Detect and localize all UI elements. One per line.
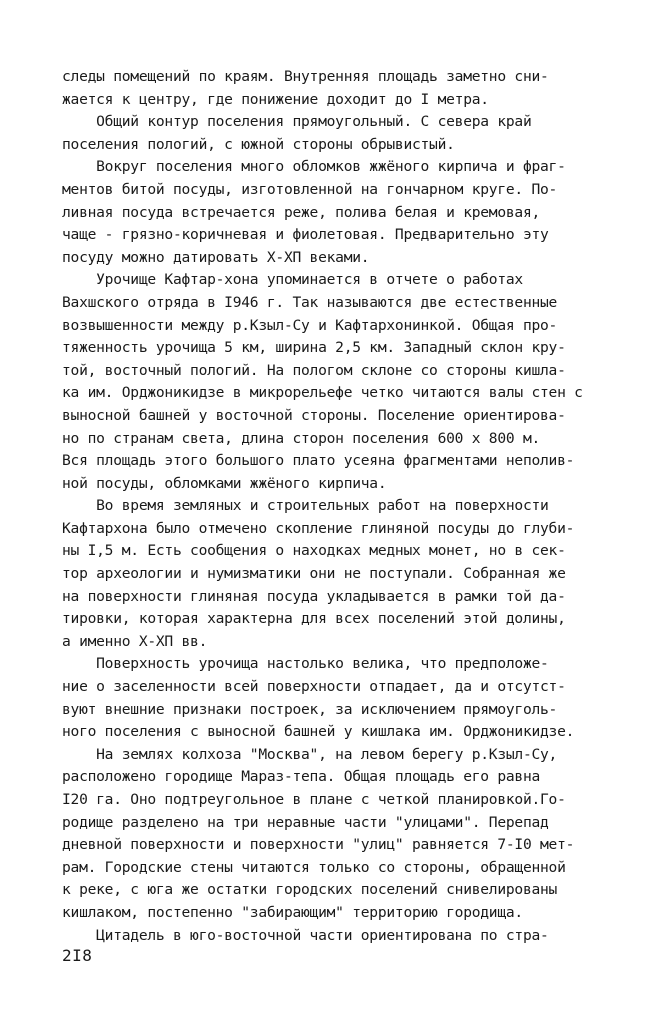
text-line: кишлаком, постепенно "забирающим" территорию городища. <box>62 903 523 921</box>
text-line: I20 га. Оно подтреугольное в плане с четкой планировкой.Го- <box>62 791 566 808</box>
text-line: ного поселения с выносной башней у кишлака им. Орджоникидзе. <box>62 723 575 741</box>
text-line: чаще - грязно-коричневая и фиолетовая. Предварительно эту <box>62 226 549 244</box>
text-line: дневной поверхности и поверхности "улиц" равняется 7-I0 мет- <box>62 836 575 854</box>
text-line: Во время земляных и строительных работ на поверхности <box>62 497 549 515</box>
text-line: ние о заселенности всей поверхности отпадает, да и отсутст- <box>62 678 566 696</box>
text-line: но по странам света, длина сторон поселения 600 х 800 м. <box>62 429 541 447</box>
body-text <box>62 66 622 947</box>
text-line: тор археологии и нумизматики они не поступали. Собранная же <box>62 565 566 583</box>
text-line: а именно X-XП вв. <box>62 632 208 650</box>
text-line: посуду можно датировать X-XП веками. <box>62 248 370 266</box>
page-number: 2I8 <box>62 946 93 965</box>
text-line: Кафтархона было отмечено скопление глиняной посуды до глуби- <box>62 519 575 537</box>
text-line: Поверхность урочища настолько велика, что предположе- <box>62 655 549 673</box>
text-line: на поверхности глиняная посуда укладывается в рамки той да- <box>62 587 566 605</box>
text-line: поселения пологий, с южной стороны обрывистый. <box>62 135 455 153</box>
text-line: вуют внешние признаки построек, за исключением прямоуголь- <box>62 700 558 718</box>
text-line: Вся площадь этого большого плато усеяна фрагментами неполив- <box>62 452 575 470</box>
text-line: тировки, которая характерна для всех поселений этой долины, <box>62 610 566 628</box>
text-line: ливная посуда встречается реже, полива белая и кремовая, <box>62 203 541 221</box>
text-line: ментов битой посуды, изготовленной на гончарном круге. По- <box>62 180 558 198</box>
text-line: Цитадель в юго-восточной части ориентирована по стра- <box>62 926 549 944</box>
text-line: следы помещений по краям. Внутренняя площадь заметно сни- <box>62 68 549 85</box>
text-line: Вахшского отряда в I946 г. Так называются две естественные <box>62 293 558 311</box>
text-line: ка им. Орджоникидзе в микрорельефе четко читаются валы стен с <box>62 384 583 402</box>
text-line: Вокруг поселения много обломков жжёного кирпича и фраг- <box>62 158 566 176</box>
text-line: ны I,5 м. Есть сообщения о находках медных монет, но в сек- <box>62 542 566 560</box>
text-line: выносной башней у восточной стороны. Поселение ориентирова- <box>62 406 566 424</box>
text-line: той, восточный пологий. На пологом склоне со стороны кишла- <box>62 361 566 379</box>
text-line: расположено городище Мараз-тепа. Общая площадь его равна <box>62 768 541 786</box>
text-line: жается к центру, где понижение доходит до I метра. <box>62 90 489 108</box>
text-line: тяженность урочища 5 км, ширина 2,5 км. Западный склон кру- <box>62 339 566 357</box>
text-line: родище разделено на три неравные части "улицами". Перепад <box>62 813 549 831</box>
text-line: Урочище Кафтар-хона упоминается в отчете о работах <box>62 271 523 289</box>
text-line: ной посуды, обломками жжёного кирпича. <box>62 474 387 492</box>
text-line: к реке, с юга же остатки городских поселений снивелированы <box>62 881 558 899</box>
text-line: Общий контур поселения прямоугольный. С севера край <box>62 113 532 131</box>
text-line: рам. Городские стены читаются только со стороны, обращенной <box>62 858 566 876</box>
text-line: На землях колхоза "Москва", на левом берегу р.Кзыл-Су, <box>62 745 558 763</box>
text-line: возвышенности между р.Кзыл-Су и Кафтархонинкой. Общая про- <box>62 316 558 334</box>
